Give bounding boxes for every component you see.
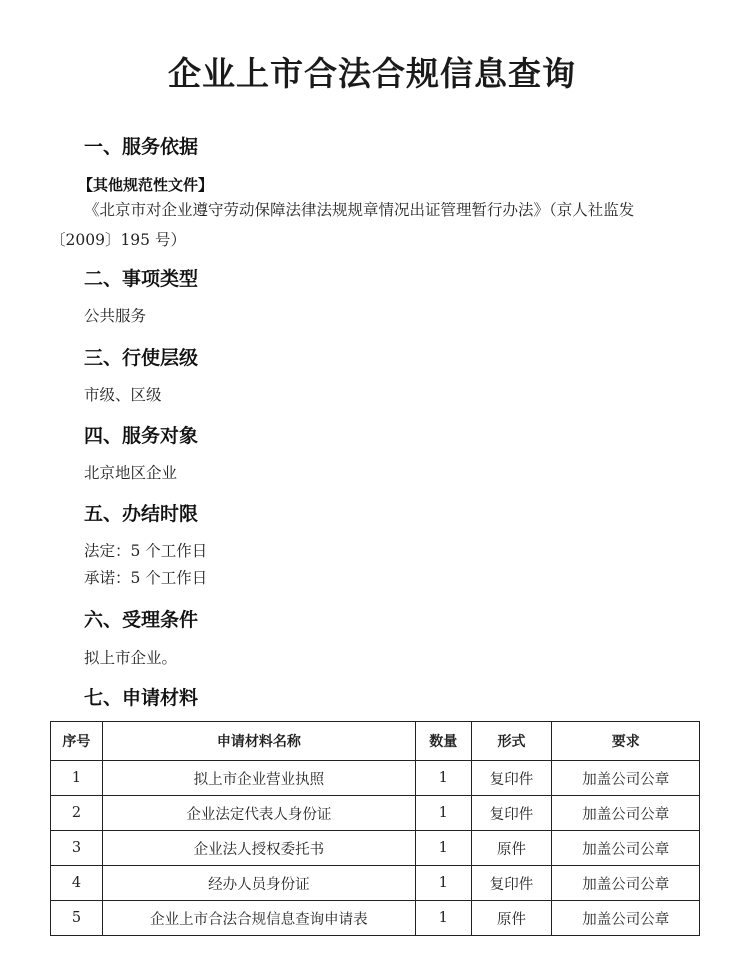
table-header-row — [51, 722, 700, 761]
column-header-quantity: 数量 — [415, 722, 471, 761]
subheading-other-docs: 【其他规范性文件】 — [78, 176, 214, 194]
column-header-form: 形式 — [471, 722, 552, 761]
column-header-index: 序号 — [51, 722, 103, 761]
materials-table — [50, 721, 700, 936]
cell-index: 4 — [51, 866, 103, 901]
table-row — [51, 901, 700, 936]
cell-requirement: 加盖公司公章 — [552, 761, 700, 796]
cell-requirement: 加盖公司公章 — [552, 866, 700, 901]
section-heading-conditions: 六、受理条件 — [84, 609, 199, 631]
section-heading-level: 三、行使层级 — [84, 347, 199, 369]
section-heading-type: 二、事项类型 — [84, 268, 199, 290]
target-value: 北京地区企业 — [84, 464, 178, 482]
table-row — [51, 761, 700, 796]
cell-quantity: 1 — [415, 901, 471, 936]
cell-index: 5 — [51, 901, 103, 936]
cell-form: 原件 — [471, 901, 552, 936]
cell-quantity: 1 — [415, 866, 471, 901]
cell-form: 复印件 — [471, 761, 552, 796]
time-limit-legal: 法定：5 个工作日 — [84, 542, 208, 560]
cell-material-name: 企业法人授权委托书 — [102, 831, 415, 866]
section-heading-basis: 一、服务依据 — [84, 136, 199, 158]
cell-requirement: 加盖公司公章 — [552, 831, 700, 866]
section-heading-target: 四、服务对象 — [84, 425, 199, 447]
cell-material-name: 企业上市合法合规信息查询申请表 — [102, 901, 415, 936]
cell-index: 1 — [51, 761, 103, 796]
type-value: 公共服务 — [84, 307, 147, 325]
table-row — [51, 796, 700, 831]
cell-index: 2 — [51, 796, 103, 831]
regulation-text-line1: 《北京市对企业遵守劳动保障法律法规规章情况出证管理暂行办法》（京人社监发 — [84, 201, 635, 219]
cell-quantity: 1 — [415, 831, 471, 866]
page-title: 企业上市合法合规信息查询 — [168, 54, 576, 93]
cell-quantity: 1 — [415, 796, 471, 831]
column-header-requirement: 要求 — [552, 722, 700, 761]
cell-quantity: 1 — [415, 761, 471, 796]
table-row — [51, 831, 700, 866]
cell-material-name: 企业法定代表人身份证 — [102, 796, 415, 831]
conditions-value: 拟上市企业。 — [84, 649, 178, 667]
cell-index: 3 — [51, 831, 103, 866]
cell-material-name: 经办人员身份证 — [102, 866, 415, 901]
cell-form: 原件 — [471, 831, 552, 866]
level-value: 市级、区级 — [84, 386, 162, 404]
cell-form: 复印件 — [471, 866, 552, 901]
cell-form: 复印件 — [471, 796, 552, 831]
regulation-text-line2: 〔2009〕195 号） — [50, 231, 186, 249]
cell-material-name: 拟上市企业营业执照 — [102, 761, 415, 796]
cell-requirement: 加盖公司公章 — [552, 901, 700, 936]
column-header-material-name: 申请材料名称 — [102, 722, 415, 761]
cell-requirement: 加盖公司公章 — [552, 796, 700, 831]
time-limit-promised: 承诺：5 个工作日 — [84, 569, 208, 587]
section-heading-time-limit: 五、办结时限 — [84, 503, 199, 525]
table-row — [51, 866, 700, 901]
section-heading-materials: 七、申请材料 — [84, 687, 199, 709]
